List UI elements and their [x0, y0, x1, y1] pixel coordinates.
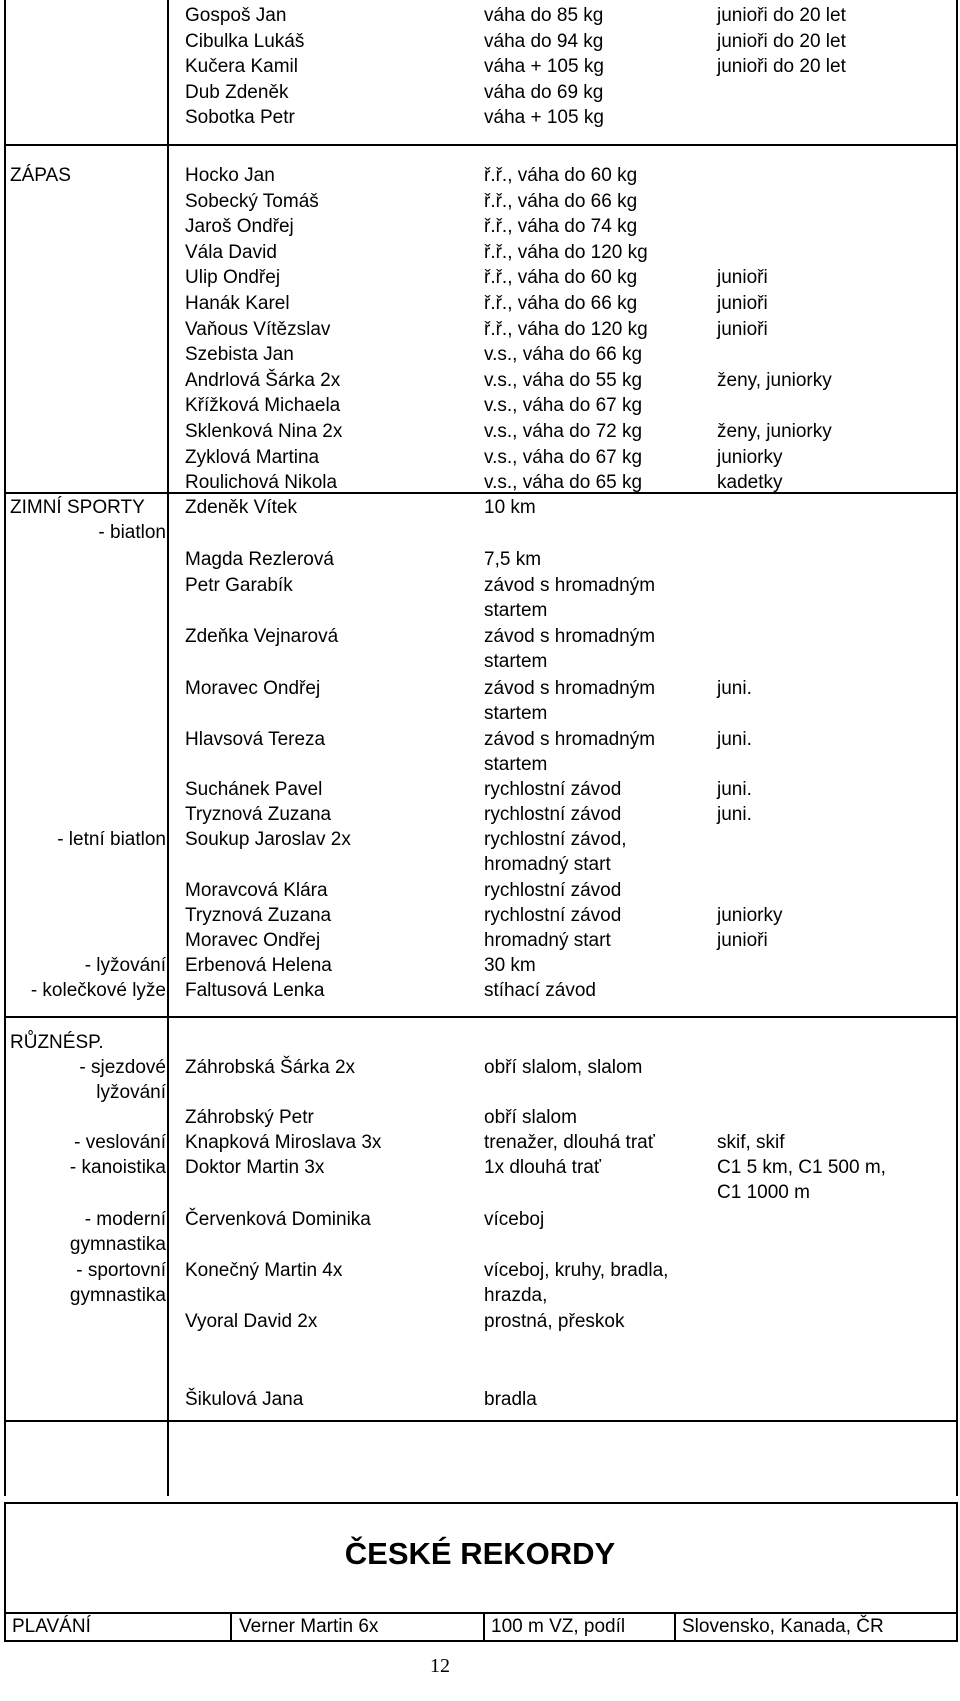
athlete-name: Hanák Karel [185, 293, 290, 314]
discipline: ř.ř., váha do 74 kg [484, 216, 638, 238]
athlete-name: Moravec Ondřej [185, 930, 321, 951]
athlete-name: Červenková Dominika [185, 1209, 371, 1230]
discipline: 30 km [484, 955, 536, 976]
category-label: - veslování [74, 1132, 166, 1153]
athlete-name: Magda Rezlerová [185, 549, 334, 570]
athlete-name: Šikulová Jana [185, 1389, 304, 1410]
athlete-name: Zdeněk Vítek [185, 497, 297, 518]
discipline: váha do 85 kg [484, 5, 604, 26]
records-border-left [4, 1502, 6, 1642]
athlete-name: Knapková Miroslava 3x [185, 1132, 382, 1153]
discipline: obří slalom, slalom [484, 1057, 643, 1078]
category-label: - kolečkové lyže [30, 980, 166, 1001]
discipline: víceboj [484, 1209, 545, 1230]
discipline: startem [484, 600, 548, 621]
note: junioři [717, 318, 768, 340]
discipline: závod s hromadným [484, 729, 656, 750]
note: junioři do 20 let [717, 5, 846, 26]
discipline: v.s., váha do 67 kg [484, 395, 643, 417]
discipline: ř.ř., váha do 66 kg [484, 293, 638, 314]
discipline: závod s hromadným [484, 626, 656, 647]
athlete-name: Sobotka Petr [185, 107, 295, 129]
athlete-name: Cibulka Lukáš [185, 30, 305, 52]
athlete-name: Konečný Martin 4x [185, 1260, 343, 1281]
discipline: 7,5 km [484, 549, 542, 570]
category-label: - moderní [84, 1209, 166, 1230]
discipline: váha do 94 kg [484, 30, 604, 52]
discipline: rychlostní závod [484, 880, 622, 901]
athlete-name: Vyoral David 2x [185, 1311, 318, 1332]
note: juniorky [717, 905, 783, 926]
category-label: - kanoistika [69, 1157, 166, 1178]
records-col-divider [674, 1612, 676, 1642]
discipline: trenažer, dlouhá trať [484, 1132, 655, 1153]
records-border-bottom [4, 1640, 958, 1642]
records-note: Slovensko, Kanada, ČR [682, 1616, 884, 1637]
discipline: hromadný start [484, 854, 611, 875]
discipline: rychlostní závod [484, 905, 622, 926]
discipline: ř.ř., váha do 60 kg [484, 267, 638, 289]
section-divider [4, 1420, 958, 1422]
athlete-name: Moravec Ondřej [185, 678, 321, 699]
discipline: hromadný start [484, 930, 611, 951]
athlete-name: Petr Garabík [185, 575, 293, 596]
athlete-name: Záhrobská Šárka 2x [185, 1057, 356, 1078]
athlete-name: Tryznová Zuzana [185, 905, 332, 926]
records-col-divider [230, 1612, 232, 1642]
category-label: - sportovní [76, 1260, 166, 1281]
athlete-name: Hocko Jan [185, 165, 275, 186]
discipline: závod s hromadným [484, 678, 656, 699]
athlete-name: Dub Zdeněk [185, 81, 289, 103]
athlete-name: Doktor Martin 3x [185, 1157, 325, 1178]
note: junioři do 20 let [717, 30, 846, 52]
note: C1 5 km, C1 500 m, [717, 1157, 886, 1178]
discipline: ř.ř., váha do 120 kg [484, 318, 648, 340]
athlete-name: Jaroš Ondřej [185, 216, 294, 238]
category-label: gymnastika [69, 1234, 166, 1255]
discipline: ř.ř., váha do 120 kg [484, 241, 648, 263]
note: juni. [717, 729, 752, 750]
discipline: závod s hromadným [484, 575, 656, 596]
discipline: rychlostní závod, [484, 829, 627, 850]
discipline: rychlostní závod [484, 779, 622, 800]
discipline: ř.ř., váha do 60 kg [484, 165, 638, 186]
athlete-name: Andrlová Šárka 2x [185, 369, 341, 391]
athlete-name: Křížková Michaela [185, 395, 341, 417]
section-label: ZIMNÍ SPORTY [10, 497, 145, 518]
category-label: gymnastika [69, 1285, 166, 1306]
note: ženy, juniorky [717, 369, 832, 391]
discipline: stíhací závod [484, 980, 596, 1001]
note: junioři [717, 267, 768, 289]
records-category: PLAVÁNÍ [12, 1616, 91, 1637]
table-border-right [956, 0, 958, 1496]
note: junioři [717, 293, 768, 314]
athlete-name: Hlavsová Tereza [185, 729, 326, 750]
category-label: - biatlon [98, 522, 166, 543]
athlete-name: Roulichová Nikola [185, 472, 338, 494]
athlete-name: Záhrobský Petr [185, 1107, 314, 1128]
athlete-name: Vaňous Vítězslav [185, 318, 331, 340]
discipline: v.s., váha do 66 kg [484, 344, 643, 366]
note: junioři [717, 930, 768, 951]
records-border-top [4, 1502, 958, 1504]
section-divider [4, 1016, 958, 1018]
page-number: 12 [430, 1655, 450, 1677]
discipline: 10 km [484, 497, 536, 518]
discipline: v.s., váha do 65 kg [484, 472, 643, 494]
athlete-name: Szebista Jan [185, 344, 294, 366]
athlete-name: Zdeňka Vejnarová [185, 626, 339, 647]
discipline: ř.ř., váha do 66 kg [484, 190, 638, 212]
records-athlete: Verner Martin 6x [239, 1616, 379, 1637]
discipline: bradla [484, 1389, 537, 1410]
section-divider [4, 144, 958, 146]
note: juniorky [717, 446, 783, 468]
discipline: váha do 69 kg [484, 81, 604, 103]
note: ženy, juniorky [717, 421, 832, 442]
athlete-name: Tryznová Zuzana [185, 804, 332, 825]
discipline: startem [484, 703, 548, 724]
athlete-name: Gospoš Jan [185, 5, 287, 26]
athlete-name: Sklenková Nina 2x [185, 421, 343, 442]
category-label: - lyžování [84, 955, 166, 976]
section-divider [4, 492, 958, 494]
athlete-name: Faltusová Lenka [185, 980, 325, 1001]
athlete-name: Ulip Ondřej [185, 267, 281, 289]
athlete-name: Sobecký Tomáš [185, 190, 319, 212]
athlete-name: Erbenová Helena [185, 955, 332, 976]
section-label: RŮZNÉSP. [10, 1032, 104, 1053]
athlete-name: Soukup Jaroslav 2x [185, 829, 351, 850]
discipline: v.s., váha do 67 kg [484, 446, 643, 468]
category-label: - letní biatlon [57, 829, 166, 850]
discipline: obří slalom [484, 1107, 577, 1128]
discipline: prostná, přeskok [484, 1311, 625, 1332]
discipline: váha + 105 kg [484, 56, 604, 78]
note: C1 1000 m [717, 1182, 810, 1203]
discipline: startem [484, 651, 548, 672]
athlete-name: Vála David [185, 241, 277, 263]
note: juni. [717, 678, 752, 699]
note: kadetky [717, 472, 783, 494]
discipline: startem [484, 754, 548, 775]
athlete-name: Zyklová Martina [185, 446, 320, 468]
records-border-right [956, 1502, 958, 1642]
athlete-name: Kučera Kamil [185, 56, 298, 78]
discipline: v.s., váha do 55 kg [484, 369, 643, 391]
note: skif, skif [717, 1132, 785, 1153]
athlete-name: Moravcová Klára [185, 880, 328, 901]
discipline: rychlostní závod [484, 804, 622, 825]
records-col-divider [483, 1612, 485, 1642]
discipline: váha + 105 kg [484, 107, 604, 129]
category-label: lyžování [96, 1082, 166, 1103]
discipline: v.s., váha do 72 kg [484, 421, 643, 442]
discipline: hrazda, [484, 1285, 548, 1306]
discipline: 1x dlouhá trať [484, 1157, 601, 1178]
note: juni. [717, 804, 752, 825]
category-label: - sjezdové [79, 1057, 166, 1078]
note: junioři do 20 let [717, 56, 846, 78]
records-discipline: 100 m VZ, podíl [491, 1616, 626, 1637]
discipline: víceboj, kruhy, bradla, [484, 1260, 669, 1281]
column-divider [167, 0, 169, 1496]
athlete-name: Suchánek Pavel [185, 779, 323, 800]
note: juni. [717, 779, 752, 800]
records-title: ČESKÉ REKORDY [344, 1536, 616, 1571]
section-label: ZÁPAS [10, 165, 71, 186]
